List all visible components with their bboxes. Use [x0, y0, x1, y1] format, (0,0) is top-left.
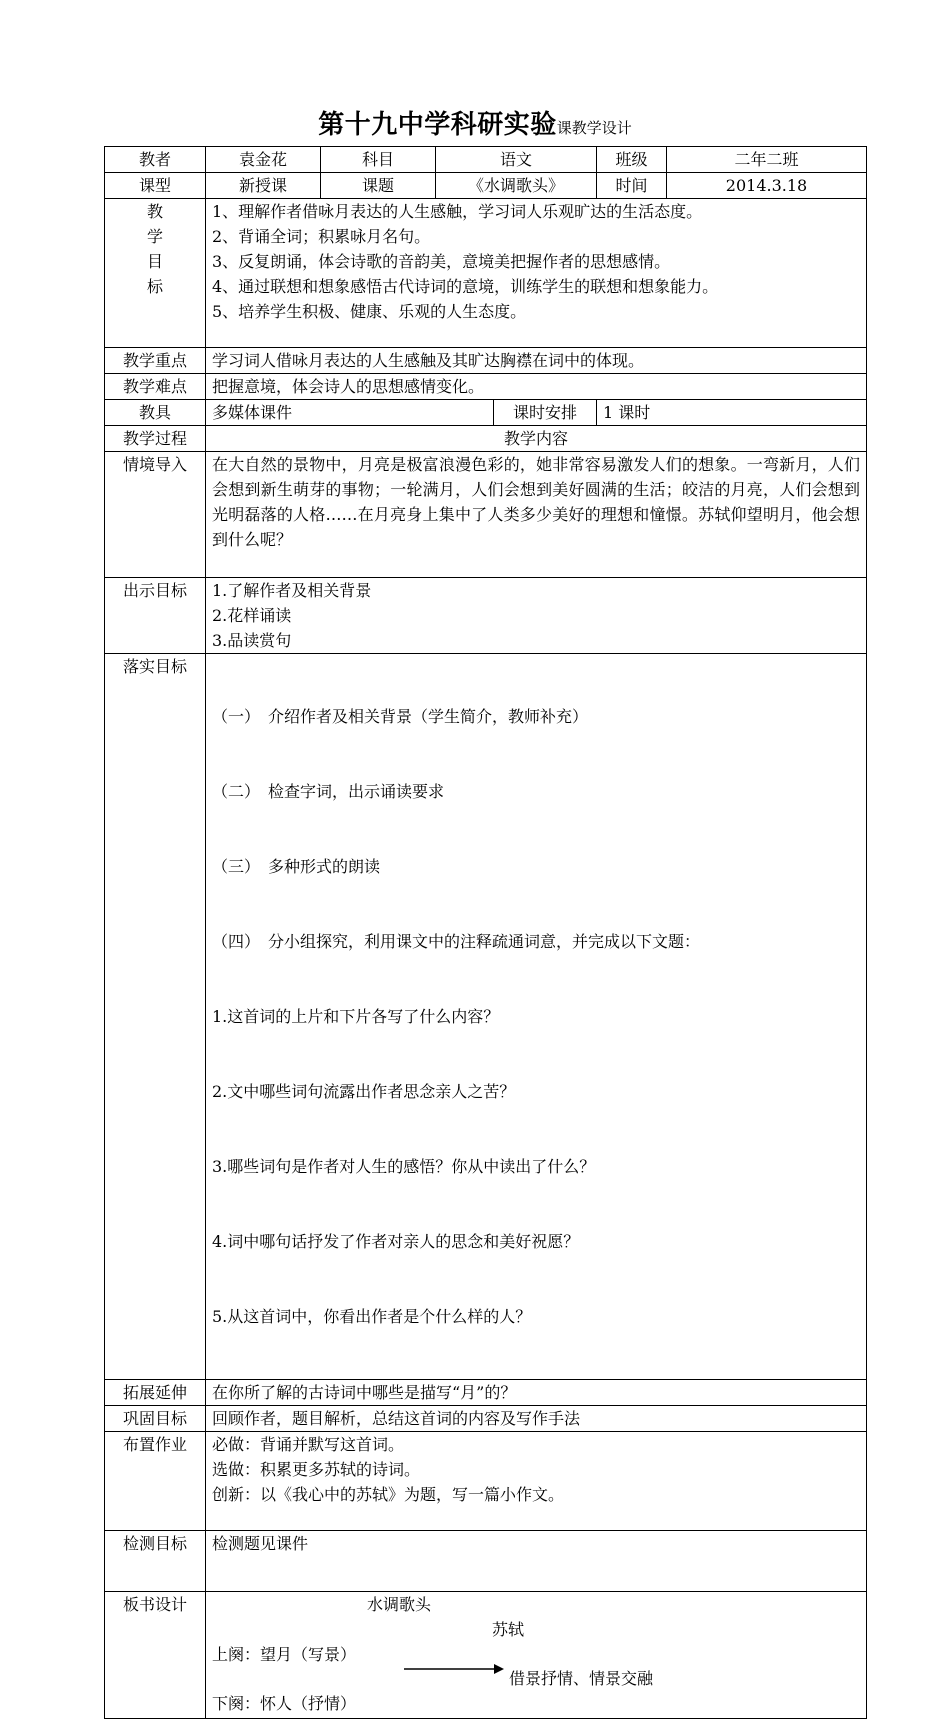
consolidate-label: 巩固目标: [105, 1406, 206, 1432]
type-label: 课型: [105, 173, 206, 199]
implement-item: 5.从这首词中，你看出作者是个什么样的人？: [212, 1307, 532, 1326]
board-lower: 下阕：怀人（抒情）: [212, 1694, 357, 1713]
intro-label: 情境导入: [105, 452, 206, 578]
topic-value: 《水调歌头》: [436, 173, 597, 199]
homework-row: [105, 1432, 867, 1531]
goals-label-char: 教: [146, 202, 163, 221]
implement-item: （二） 检查字词，出示诵读要求: [212, 782, 445, 801]
show-goal-item: 1.了解作者及相关背景: [212, 581, 372, 600]
implement-item: 1.这首词的上片和下片各写了什么内容？: [212, 1007, 500, 1026]
time-label: 时间: [597, 173, 667, 199]
title-suffix: 课教学设计: [556, 119, 632, 137]
homework-item: 创新：以《我心中的苏轼》为题，写一篇小作文。: [212, 1485, 565, 1504]
goal-item: 4、通过联想和想象感悟古代诗词的意境，训练学生的联想和想象能力。: [212, 277, 719, 296]
goals-content: [206, 199, 867, 348]
board-upper: 上阕：望月（写景）: [212, 1645, 357, 1664]
difficulty-row: [105, 374, 867, 400]
extend-label: 拓展延伸: [105, 1380, 206, 1406]
board-author: 苏轼: [492, 1620, 525, 1639]
goals-label-char: 学: [146, 227, 163, 246]
goals-label: [105, 199, 206, 348]
teacher-value: 袁金花: [206, 147, 321, 173]
process-label: 教学过程: [105, 426, 206, 452]
title-main: 第十九中学科研实验: [318, 110, 557, 140]
type-value: 新授课: [206, 173, 321, 199]
process-header-row: [105, 426, 867, 452]
extend-row: [105, 1380, 867, 1406]
extend-text: 在你所了解的古诗词中哪些是描写“月”的？: [206, 1380, 867, 1406]
board-title: 水调歌头: [367, 1595, 432, 1614]
board-row: [105, 1592, 867, 1719]
consolidate-row: [105, 1406, 867, 1432]
implement-item: 4.词中哪句话抒发了作者对亲人的思念和美好祝愿？: [212, 1232, 580, 1251]
class-label: 班级: [597, 147, 667, 173]
goals-label-char: 目: [146, 252, 163, 271]
page-title: [0, 104, 950, 141]
time-value: 2014.3.18: [667, 173, 867, 199]
implement-item: （一） 介绍作者及相关背景（学生简介，教师补充）: [212, 707, 589, 726]
subject-label: 科目: [321, 147, 436, 173]
info-row-2: [105, 173, 867, 199]
content-header: 教学内容: [206, 426, 867, 452]
hours-label: 课时安排: [494, 400, 597, 426]
implement-item: （三） 多种形式的朗读: [212, 857, 381, 876]
homework-item: 选做：积累更多苏轼的诗词。: [212, 1460, 421, 1479]
show-goal-item: 3.品读赏句: [212, 631, 292, 650]
implement-content: [206, 654, 867, 1380]
goals-label-char: 标: [146, 277, 163, 296]
homework-label: 布置作业: [105, 1432, 206, 1531]
tools-label: 教具: [105, 400, 206, 426]
implement-item: （四） 分小组探究，利用课文中的注释疏通词意，并完成以下文题：: [212, 932, 701, 951]
teacher-label: 教者: [105, 147, 206, 173]
implement-item: 2.文中哪些词句流露出作者思念亲人之苦？: [212, 1082, 516, 1101]
difficulty-label: 教学难点: [105, 374, 206, 400]
show-goals-content: [206, 578, 867, 654]
test-text: 检测题见课件: [206, 1531, 867, 1592]
implement-row: [105, 654, 867, 1380]
goals-row: [105, 199, 867, 348]
key-point-row: [105, 348, 867, 374]
tools-text: 多媒体课件: [206, 400, 494, 426]
info-row-1: [105, 147, 867, 173]
implement-item: 3.哪些词句是作者对人生的感悟？你从中读出了什么？: [212, 1157, 596, 1176]
homework-item: 必做：背诵并默写这首词。: [212, 1435, 405, 1454]
board-content: [206, 1592, 867, 1719]
key-point-text: 学习词人借咏月表达的人生感触及其旷达胸襟在词中的体现。: [206, 348, 867, 374]
goal-item: 5、培养学生积极、健康、乐观的人生态度。: [212, 302, 527, 321]
board-design: [212, 1592, 860, 1717]
hours-value: 1 课时: [597, 400, 867, 426]
homework-content: [206, 1432, 867, 1531]
show-goal-item: 2.花样诵读: [212, 606, 292, 625]
lesson-plan-table: [104, 146, 867, 1719]
arrow-icon: [404, 1663, 504, 1675]
intro-text: 在大自然的景物中，月亮是极富浪漫色彩的，她非常容易激发人们的想象。一弯新月，人们会想到新生萌芽的事物；一轮满月，人们会想到美好圆满的生活；皎洁的月亮，人们会想到光明磊落的人格……在月亮身上集中了人类多少美好的理想和憧憬。苏轼仰望明月，他会想到什么呢？: [206, 452, 867, 578]
intro-row: [105, 452, 867, 578]
show-goals-label: 出示目标: [105, 578, 206, 654]
consolidate-text: 回顾作者，题目解析，总结这首词的内容及写作手法: [206, 1406, 867, 1432]
board-label: 板书设计: [105, 1592, 206, 1719]
subject-value: 语文: [436, 147, 597, 173]
board-result: 借景抒情、情景交融: [509, 1669, 654, 1688]
goal-item: 1、理解作者借咏月表达的人生感触，学习词人乐观旷达的生活态度。: [212, 202, 703, 221]
implement-label: 落实目标: [105, 654, 206, 1380]
class-value: 二年二班: [667, 147, 867, 173]
tools-row: [105, 400, 867, 426]
test-label: 检测目标: [105, 1531, 206, 1592]
test-row: [105, 1531, 867, 1592]
difficulty-text: 把握意境，体会诗人的思想感情变化。: [206, 374, 867, 400]
key-point-label: 教学重点: [105, 348, 206, 374]
goal-item: 3、反复朗诵，体会诗歌的音韵美，意境美把握作者的思想感情。: [212, 252, 671, 271]
goal-item: 2、背诵全词；积累咏月名句。: [212, 227, 431, 246]
topic-label: 课题: [321, 173, 436, 199]
show-goals-row: [105, 578, 867, 654]
